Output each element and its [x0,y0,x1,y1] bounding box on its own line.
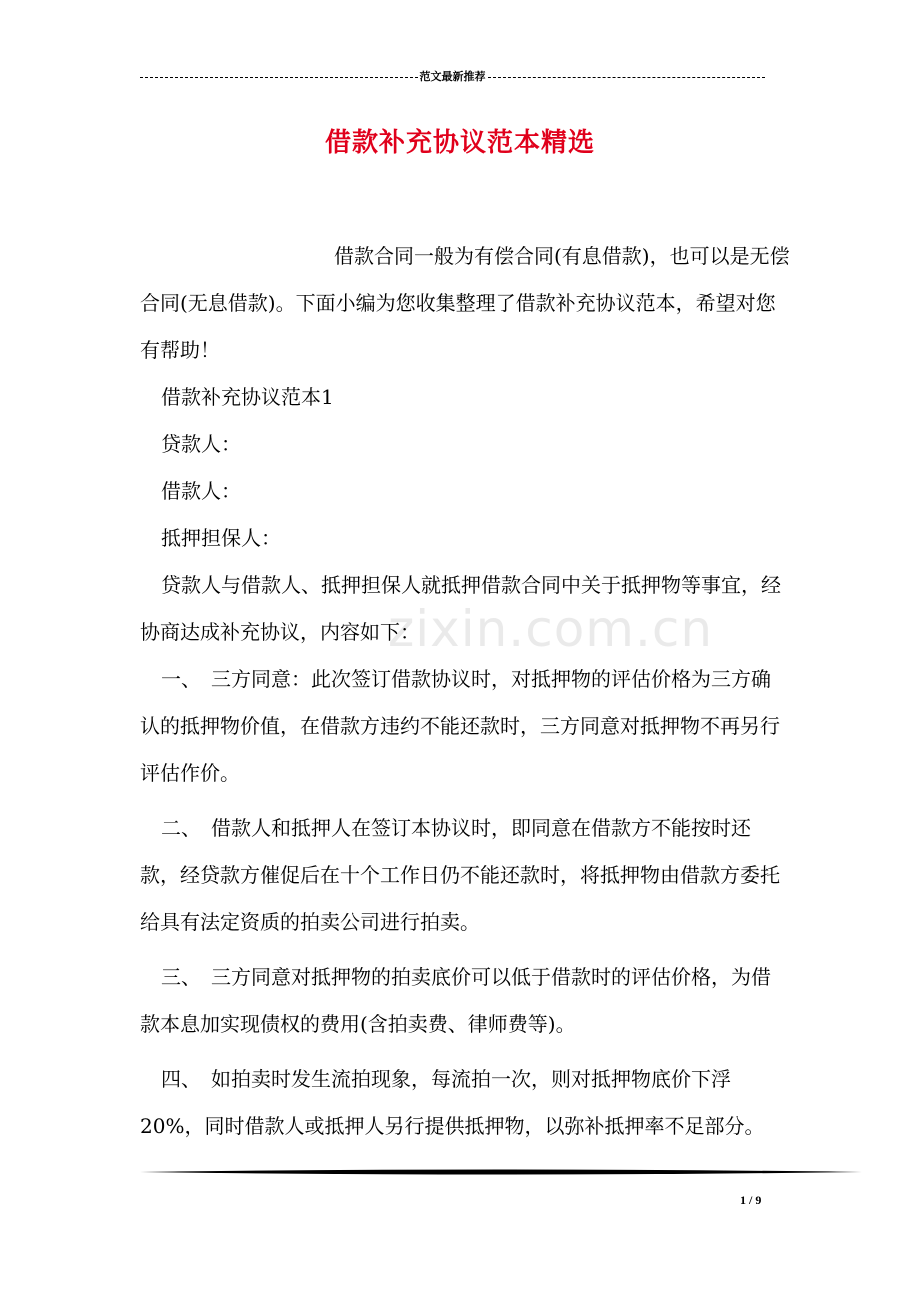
intro-paragraph: 借款合同一般为有偿合同(有息借款)，也可以是无偿合同(无息借款)。下面小编为您收集整理了借款补充协议范本，希望对您有帮助！ [140,244,790,362]
document-title: 借款补充协议范本精选 [324,128,595,158]
header-dash-right [488,77,766,78]
borrower-line: 借款人： [161,479,241,503]
clause-4: 四、 如拍卖时发生流拍现象，每流拍一次，则对抵押物底价下浮20%，同时借款人或抵押人另行提供抵押物，以弥补抵押率不足部分。 [140,1067,765,1138]
header-dash-left [140,77,418,78]
guarantor-line: 抵押担保人： [161,526,281,550]
page-header [140,66,765,86]
document-body [140,233,790,1150]
page-number: 1 / 9 [740,1193,762,1207]
agreement-subtitle: 借款补充协议范本1 [161,385,334,409]
clause-2: 二、 借款人和抵押人在签订本协议时，即同意在借款方不能按时还款，经贷款方催促后在十个工作日仍不能还款时，将抵押物由借款方委托给具有法定资质的拍卖公司进行拍卖。 [140,816,780,934]
footer-rule [140,1168,862,1176]
header-label: 范文最新推荐 [419,70,486,83]
clause-1: 一、 三方同意：此次签订借款协议时，对抵押物的评估价格为三方确认的抵押物价值，在借款方违约不能还款时，三方同意对抵押物不再另行评估作价。 [140,667,780,785]
preamble-paragraph: 贷款人与借款人、抵押担保人就抵押借款合同中关于抵押物等事宜，经协商达成补充协议，内容如下： [140,573,781,644]
lender-line: 贷款人： [161,432,241,456]
clause-3: 三、 三方同意对抵押物的拍卖底价可以低于借款时的评估价格，为借款本息加实现债权的费用(含拍卖费、律师费等)。 [140,965,771,1036]
watermark: zixin.com.cn [388,600,714,658]
